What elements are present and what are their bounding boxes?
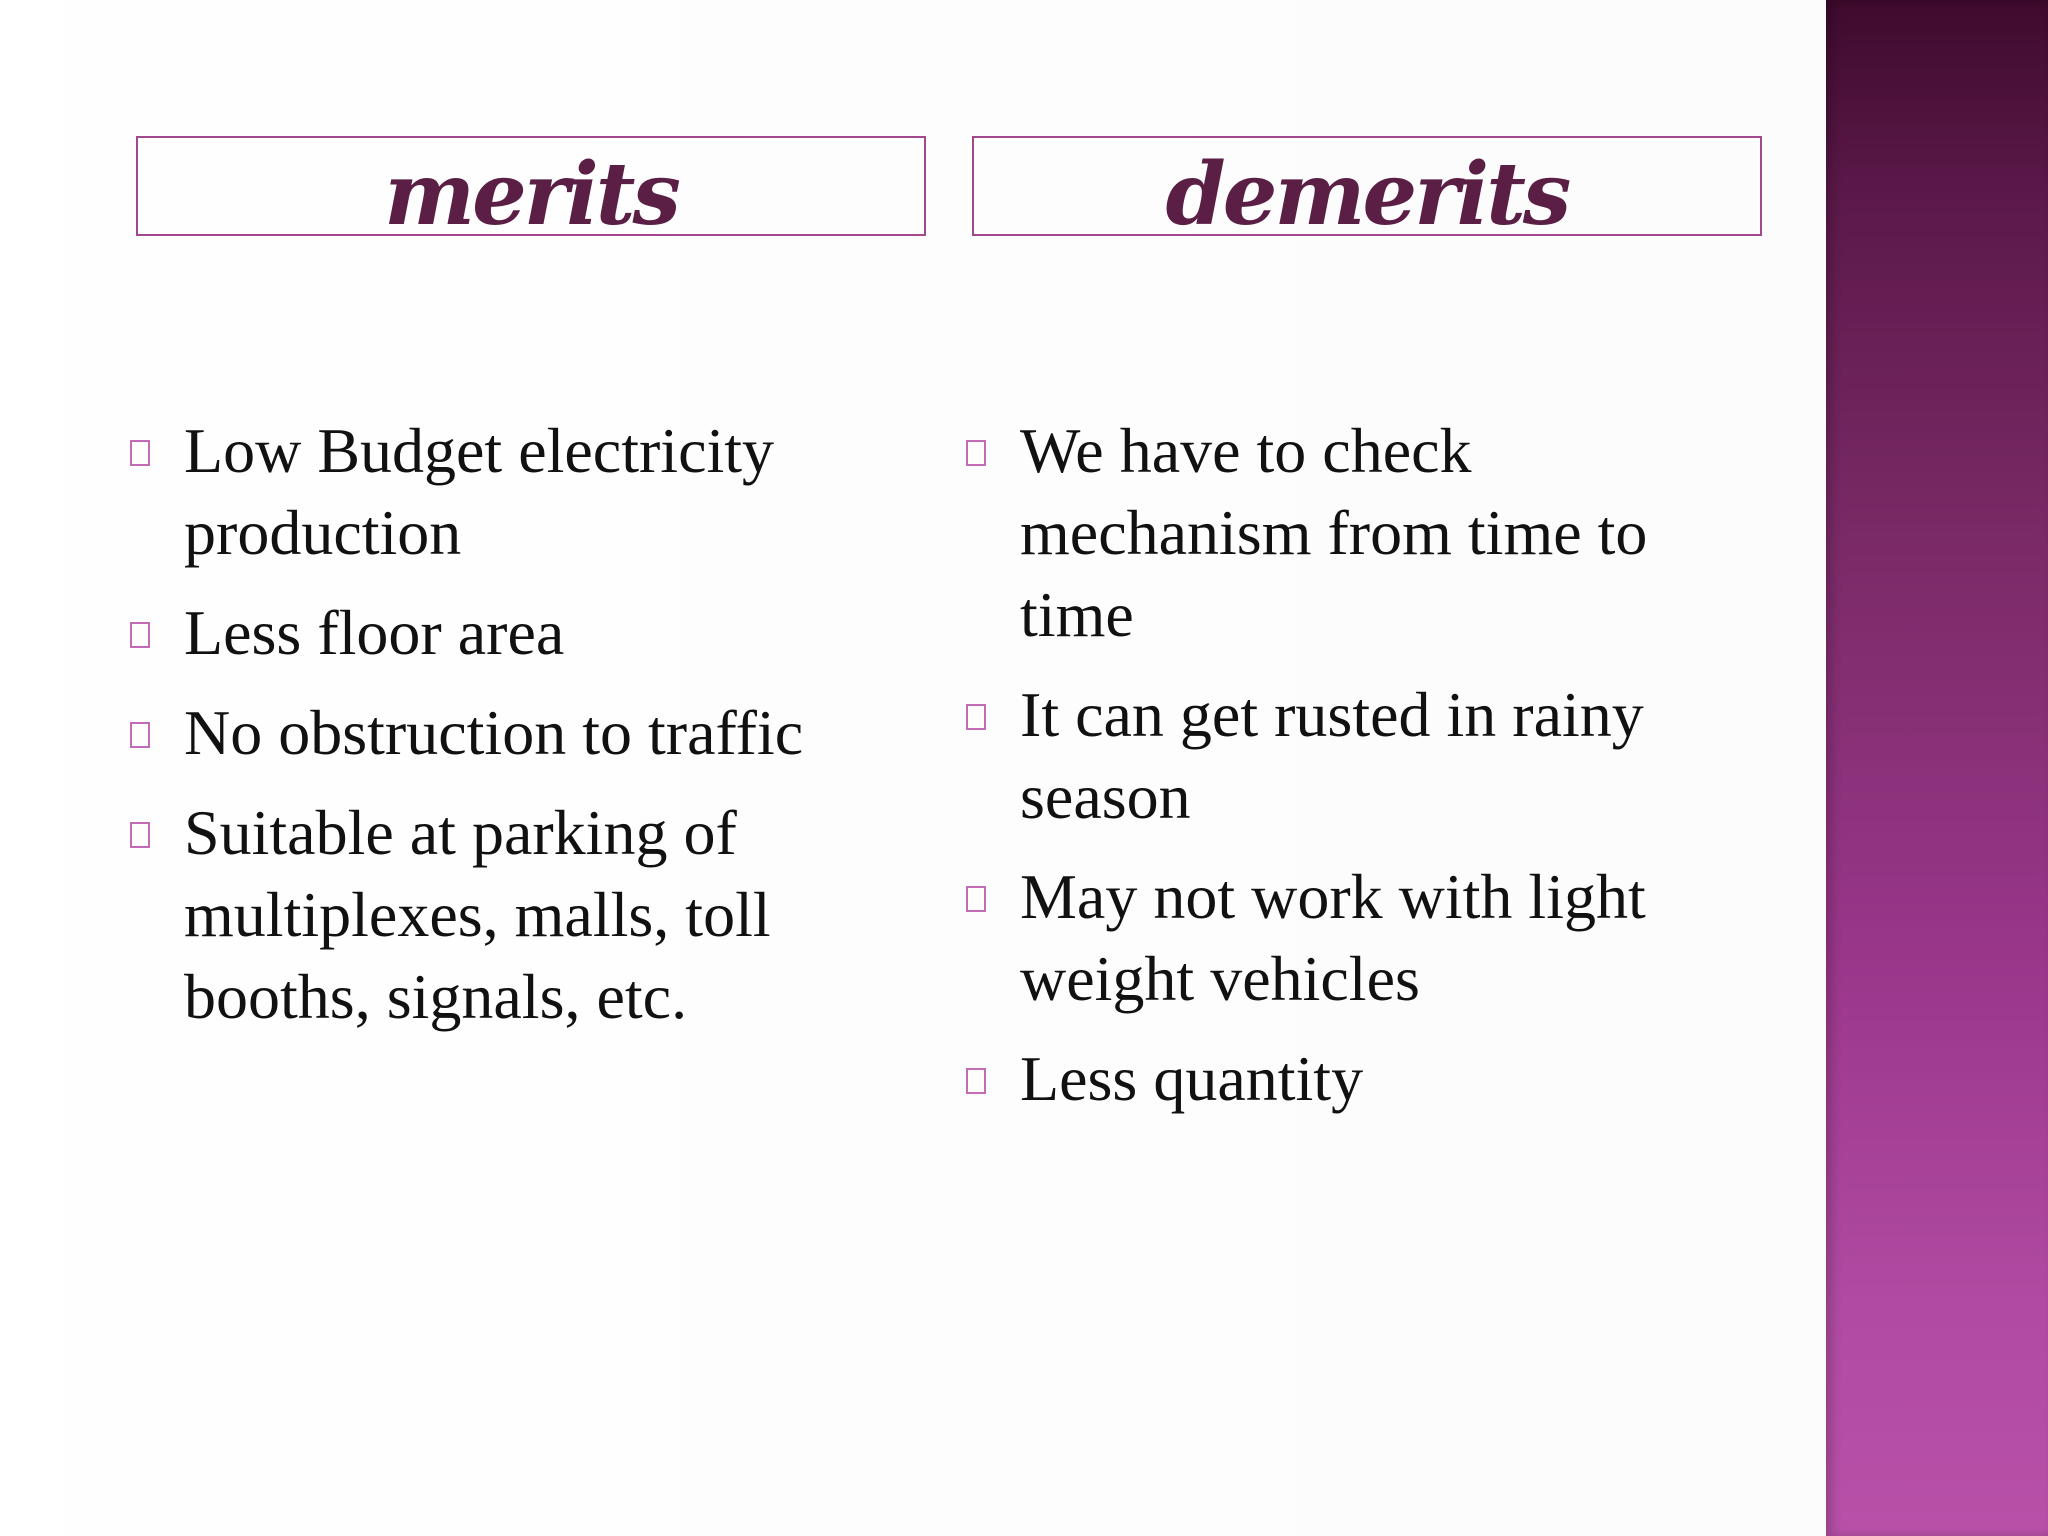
- square-bullet-icon: [966, 440, 986, 466]
- merits-item-text: No obstruction to traffic: [184, 697, 804, 768]
- demerits-list-item: [964, 410, 1724, 656]
- merits-list-item: [128, 592, 888, 674]
- merits-item-text: Less floor area: [184, 597, 565, 668]
- demerits-item-text: It can get rusted in rainy season: [1020, 679, 1644, 832]
- merits-list: [128, 410, 888, 1038]
- demerits-item-text: May not work with light weight vehicles: [1020, 861, 1646, 1014]
- square-bullet-icon: [130, 822, 150, 848]
- merits-item-text: Low Budget electricity production: [184, 415, 775, 568]
- demerits-list-column: [964, 410, 1724, 1138]
- merits-header-box: [136, 136, 926, 245]
- merits-list-item: [128, 792, 888, 1038]
- merits-list-item: [128, 410, 888, 574]
- demerits-item-text: Less quantity: [1020, 1043, 1364, 1114]
- square-bullet-icon: [130, 622, 150, 648]
- merits-item-text: Suitable at parking of multiplexes, malls, toll booths, signals, etc.: [184, 797, 771, 1032]
- merits-list-column: [128, 410, 888, 1056]
- demerits-list-item: [964, 856, 1724, 1020]
- demerits-title: demerits: [1165, 144, 1569, 245]
- square-bullet-icon: [130, 440, 150, 466]
- decorative-side-bar: [1826, 0, 2048, 1536]
- demerits-list: [964, 410, 1724, 1120]
- demerits-item-text: We have to check mechanism from time to time: [1020, 415, 1648, 650]
- square-bullet-icon: [130, 722, 150, 748]
- demerits-header-box: [972, 136, 1762, 245]
- demerits-list-item: [964, 674, 1724, 838]
- merits-title: merits: [384, 144, 678, 245]
- square-bullet-icon: [966, 886, 986, 912]
- merits-list-item: [128, 692, 888, 774]
- square-bullet-icon: [966, 1068, 986, 1094]
- square-bullet-icon: [966, 704, 986, 730]
- demerits-list-item: [964, 1038, 1724, 1120]
